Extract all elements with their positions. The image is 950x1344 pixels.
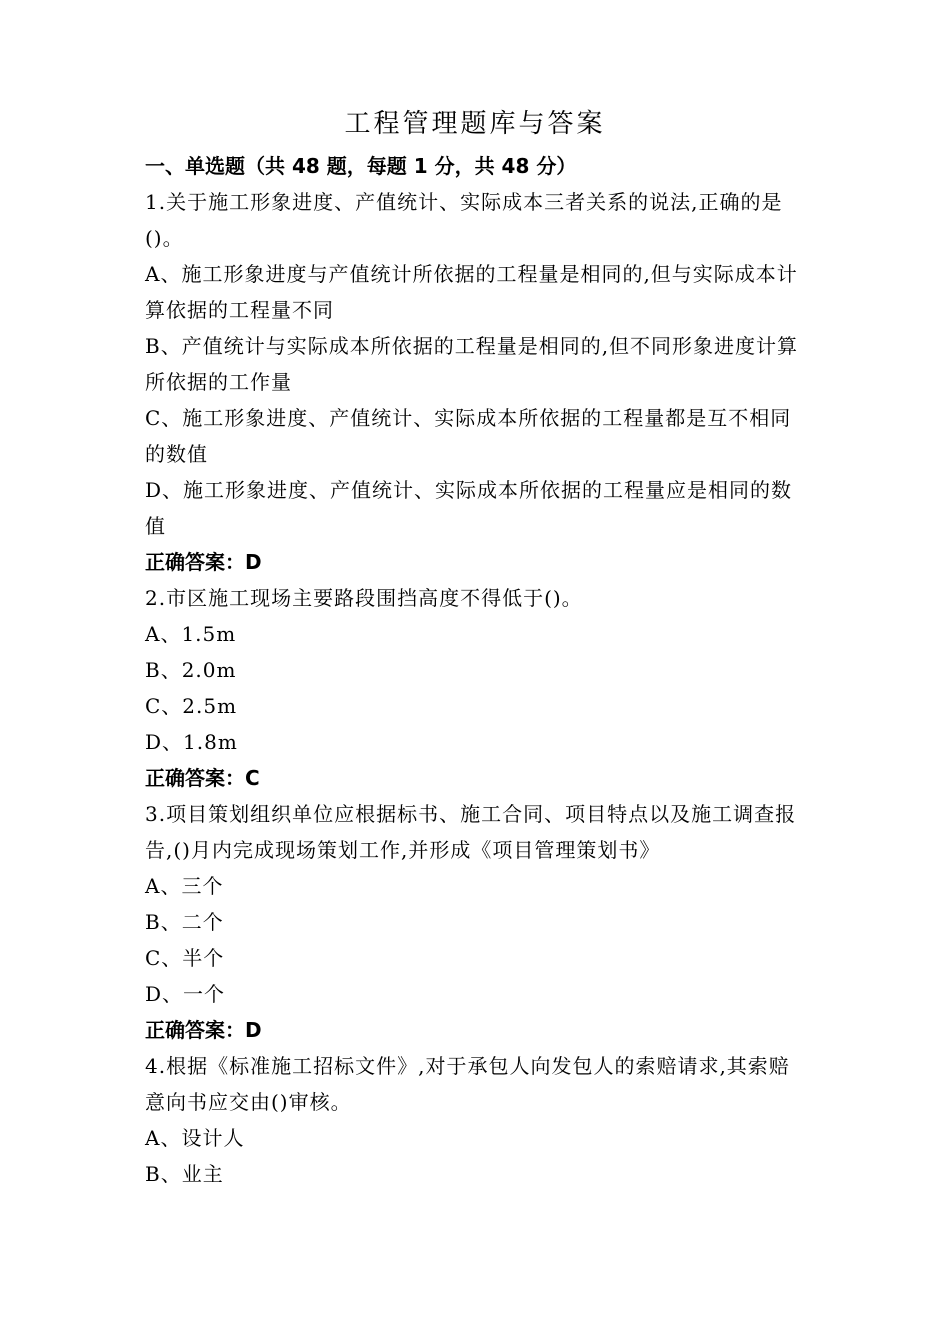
correct-answer: 正确答案：D: [145, 1018, 262, 1042]
question-list: [145, 148, 810, 1192]
answer-option: D、一个: [145, 982, 226, 1006]
answer-option: D、1.8m: [145, 730, 238, 754]
section-heading: 一、单选题（共 48 题，每题 1 分，共 48 分）: [145, 154, 577, 178]
answer-option: A、三个: [145, 874, 224, 898]
correct-answer: 正确答案：C: [145, 766, 260, 790]
answer-option: A、施工形象进度与产值统计所依据的工程量是相同的,但与实际成本计算依据的工程量不同: [145, 262, 798, 322]
answer-option: C、2.5m: [145, 694, 238, 718]
answer-option: A、1.5m: [145, 622, 237, 646]
answer-option: C、施工形象进度、产值统计、实际成本所依据的工程量都是互不相同的数值: [145, 406, 792, 466]
answer-option: B、2.0m: [145, 658, 237, 682]
answer-option: A、设计人: [145, 1126, 245, 1150]
answer-option: B、产值统计与实际成本所依据的工程量是相同的,但不同形象进度计算所依据的工作量: [145, 334, 799, 394]
question-stem: 4.根据《标准施工招标文件》,对于承包人向发包人的索赔请求,其索赔意向书应交由()审核。: [145, 1054, 790, 1114]
question-stem: 2.市区施工现场主要路段围挡高度不得低于()。: [145, 586, 583, 610]
answer-option: B、业主: [145, 1162, 224, 1186]
answer-option: B、二个: [145, 910, 224, 934]
answer-option: C、半个: [145, 946, 225, 970]
correct-answer: 正确答案：D: [145, 550, 262, 574]
question-stem: 1.关于施工形象进度、产值统计、实际成本三者关系的说法,正确的是()。: [145, 190, 783, 250]
question-stem: 3.项目策划组织单位应根据标书、施工合同、项目特点以及施工调查报告,()月内完成现场策划工作,并形成《项目管理策划书》: [145, 802, 797, 862]
answer-option: D、施工形象进度、产值统计、实际成本所依据的工程量应是相同的数值: [145, 478, 793, 538]
document-title: 工程管理题库与答案: [344, 109, 606, 139]
